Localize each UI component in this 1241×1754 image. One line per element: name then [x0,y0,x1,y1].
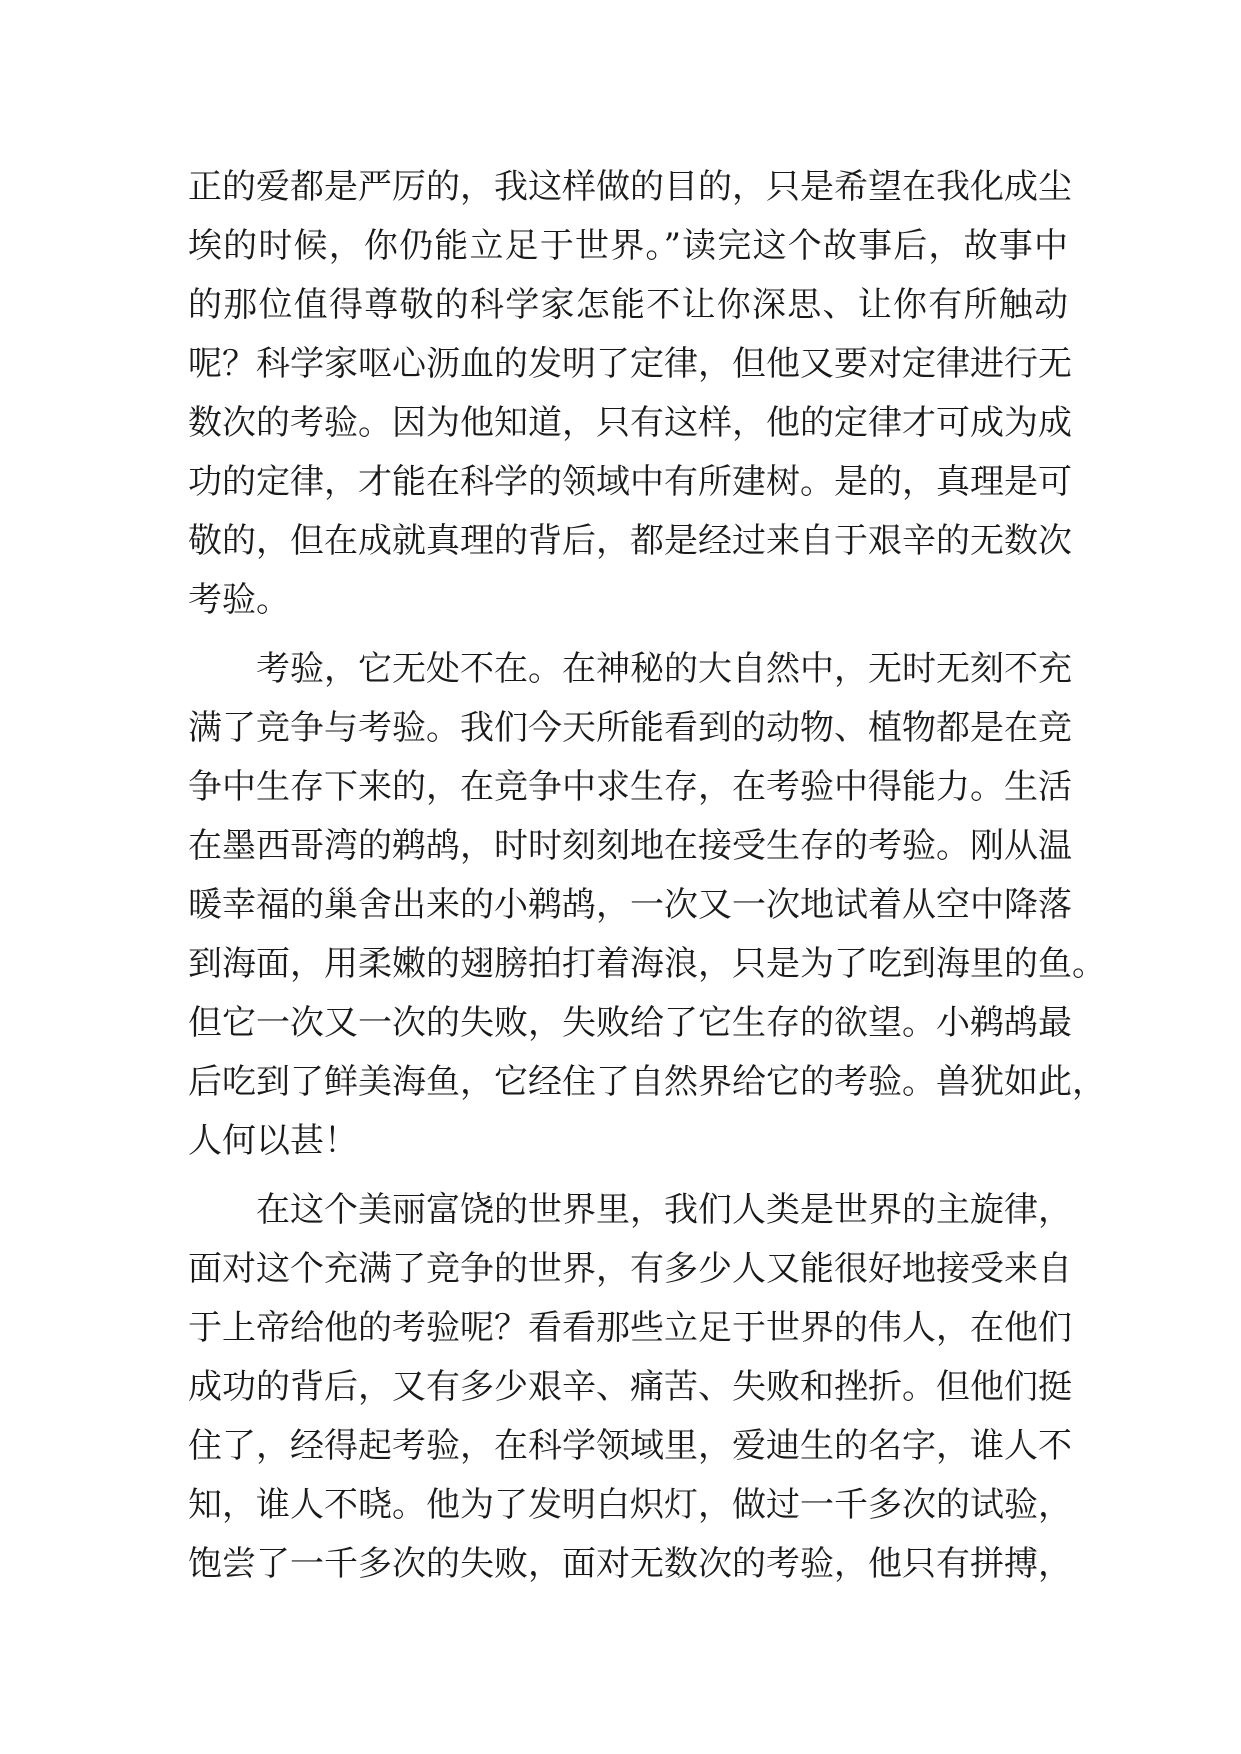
paragraph-line: 埃的时候，你仍能立足于世界。”读完这个故事后，故事中 [188,226,1068,266]
paragraph-line: 住了，经得起考验，在科学领域里，爱迪生的名字，谁人不 [188,1426,1072,1466]
paragraph-line: 考验。 [188,580,290,620]
paragraph-line: 到海面，用柔嫩的翅膀拍打着海浪，只是为了吃到海里的鱼。 [188,944,1106,984]
document-body [188,158,1106,1594]
paragraph-line: 争中生存下来的，在竞争中求生存，在考验中得能力。生活 [188,767,1072,807]
paragraph-line: 人何以甚！ [188,1121,358,1161]
paragraph-line: 满了竞争与考验。我们今天所能看到的动物、植物都是在竞 [188,708,1072,748]
paragraph-line: 饱尝了一千多次的失败，面对无数次的考验，他只有拼搏， [188,1544,1072,1584]
paragraph-line: 的那位值得尊敬的科学家怎能不让你深思、让你有所触动 [188,285,1068,325]
paragraph-line: 但它一次又一次的失败，失败给了它生存的欲望。小鹈鸪最 [188,1003,1072,1043]
paragraph-line: 在这个美丽富饶的世界里，我们人类是世界的主旋律， [256,1190,1072,1230]
paragraph-2 [188,640,1106,1171]
paragraph-spacing [188,1171,1068,1181]
paragraph-line: 成功的背后，又有多少艰辛、痛苦、失败和挫折。但他们挺 [188,1367,1072,1407]
paragraph-line: 功的定律，才能在科学的领域中有所建树。是的，真理是可 [188,462,1072,502]
paragraph-line: 呢？科学家呕心沥血的发明了定律，但他又要对定律进行无 [188,344,1072,384]
paragraph-line: 知，谁人不晓。他为了发明白炽灯，做过一千多次的试验， [188,1485,1072,1525]
paragraph-line: 在墨西哥湾的鹈鸪，时时刻刻地在接受生存的考验。刚从温 [188,826,1072,866]
paragraph-line: 数次的考验。因为他知道，只有这样，他的定律才可成为成 [188,403,1072,443]
paragraph-line: 正的爱都是严厉的，我这样做的目的，只是希望在我化成尘 [188,167,1072,207]
paragraph-line: 暖幸福的巢舍出来的小鹈鸪，一次又一次地试着从空中降落 [188,885,1072,925]
paragraph-spacing [188,630,1068,640]
paragraph-line: 敬的，但在成就真理的背后，都是经过来自于艰辛的无数次 [188,521,1072,561]
paragraph-line: 于上帝给他的考验呢？看看那些立足于世界的伟人，在他们 [188,1308,1072,1348]
paragraph-3 [188,1181,1072,1594]
paragraph-line: 后吃到了鲜美海鱼，它经住了自然界给它的考验。兽犹如此， [188,1062,1106,1102]
paragraph-line: 面对这个充满了竞争的世界，有多少人又能很好地接受来自 [188,1249,1072,1289]
paragraph-line: 考验，它无处不在。在神秘的大自然中，无时无刻不充 [256,649,1072,689]
paragraph-1 [188,158,1072,630]
